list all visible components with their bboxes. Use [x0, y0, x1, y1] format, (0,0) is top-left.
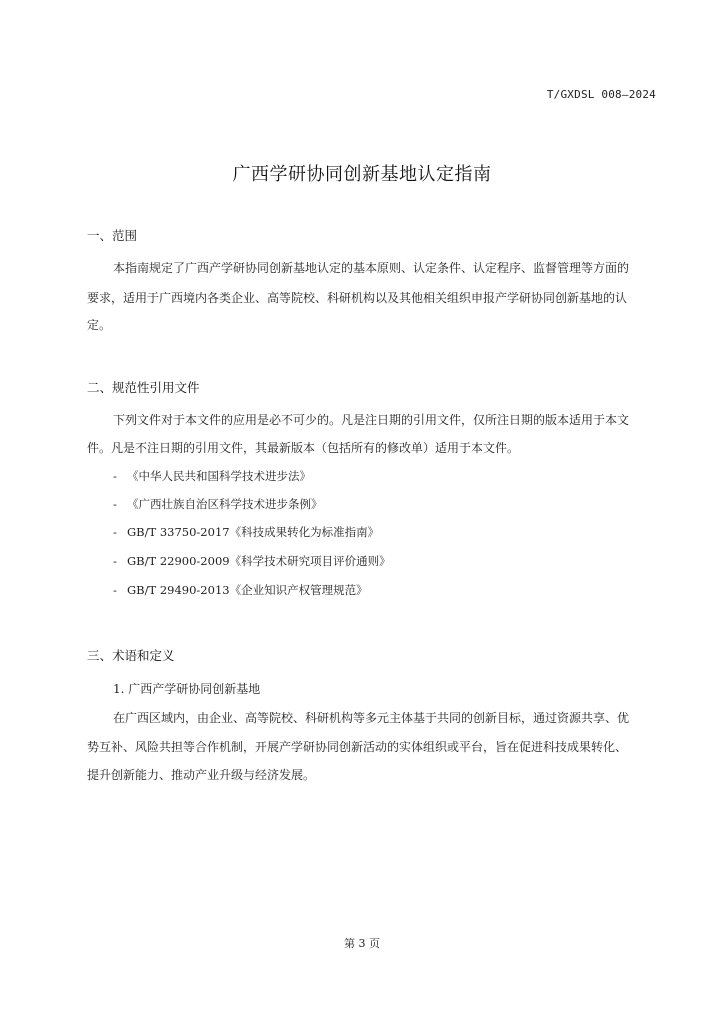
list-dash: - [113, 525, 117, 539]
page-title: 广西学研协同创新基地认定指南 [232, 164, 492, 185]
reference-list-item [113, 582, 368, 598]
term-definition-line: 势互补、风险共担等合作机制，开展产学研协同创新活动的实体组织或平台，旨在促进科技成果转化、 [87, 740, 628, 754]
list-dash: - [113, 554, 117, 568]
list-dash: - [113, 469, 117, 483]
references-paragraph-line: 件。凡是不注日期的引用文件，其最新版本（包括所有的修改单）适用于本文件。 [87, 441, 520, 455]
document-code: T/GXDSL 008—2024 [546, 88, 656, 101]
scope-paragraph-line: 要求，适用于广西境内各类企业、高等院校、科研机构以及其他相关组织申报产学研协同创新基地的认 [87, 291, 628, 305]
reference-text: 《广西壮族自治区科学技术进步条例》 [127, 497, 323, 511]
reference-text: 《中华人民共和国科学技术进步法》 [127, 469, 311, 483]
term-definition-line: 提升创新能力、推动产业升级与经济发展。 [87, 768, 316, 782]
scope-paragraph-line: 本指南规定了广西产学研协同创新基地认定的基本原则、认定条件、认定程序、监督管理等方面的 [113, 261, 630, 275]
section-heading-references: 二、规范性引用文件 [87, 380, 200, 395]
list-dash: - [113, 583, 117, 597]
reference-text: GB/T 29490-2013《企业知识产权管理规范》 [127, 583, 368, 597]
term-definition-line: 在广西区域内，由企业、高等院校、科研机构等多元主体基于共同的创新目标，通过资源共享、优 [113, 711, 630, 725]
section-heading-terms: 三、术语和定义 [87, 648, 175, 663]
reference-list-item [113, 524, 379, 540]
page-number: 第 3 页 [344, 937, 380, 950]
section-heading-scope: 一、范围 [87, 228, 138, 243]
reference-text: GB/T 33750-2017《科技成果转化为标准指南》 [127, 525, 380, 539]
reference-list-item [113, 468, 311, 484]
scope-paragraph-line: 定。 [87, 318, 112, 332]
reference-list-item [113, 553, 391, 569]
reference-text: GB/T 22900-2009《科学技术研究项目评价通则》 [127, 554, 391, 568]
list-dash: - [113, 497, 117, 511]
term-title: 1. 广西产学研协同创新基地 [113, 682, 261, 696]
reference-list-item [113, 496, 323, 512]
references-paragraph-line: 下列文件对于本文件的应用是必不可少的。凡是注日期的引用文件，仅所注日期的版本适用于本文 [113, 413, 630, 427]
